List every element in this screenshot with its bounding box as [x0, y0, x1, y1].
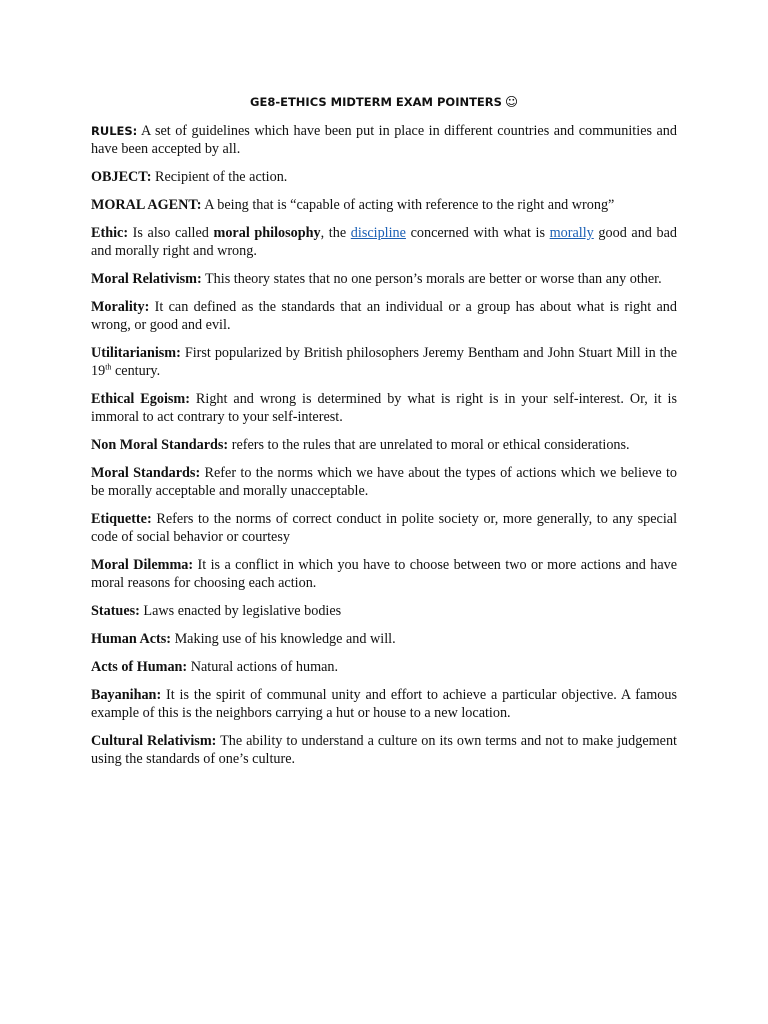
term-label: Acts of Human:: [91, 659, 188, 675]
entry-morality: [91, 298, 677, 334]
entry-moral-relativism: [91, 270, 677, 288]
term-label: Human Acts:: [91, 631, 172, 647]
definition-text: refers to the rules that are unrelated to moral or ethical considerations.: [231, 437, 630, 453]
term-label: OBJECT:: [91, 169, 152, 185]
definition-text: First popularized by British philosophers Jeremy Bentham and John Stuart Mill in the 19: [91, 345, 677, 379]
term-label: Ethical Egoism:: [91, 391, 190, 407]
definition-text: Making use of his knowledge and will.: [174, 631, 396, 647]
entry-cultural-relativism: [91, 732, 677, 768]
document-title: [91, 94, 677, 110]
entry-acts-of-human: [91, 658, 677, 676]
definition-text: Natural actions of human.: [190, 659, 339, 675]
entry-statues: [91, 602, 677, 620]
definition-text: Laws enacted by legislative bodies: [143, 603, 342, 619]
entry-object: [91, 168, 677, 186]
entry-etiquette: [91, 510, 677, 546]
term-label: Moral Dilemma:: [91, 557, 194, 573]
entry-moral-agent: [91, 196, 677, 214]
discipline-link[interactable]: discipline: [350, 225, 406, 241]
title-text: GE8-ETHICS MIDTERM EXAM POINTERS: [250, 95, 502, 109]
entry-ethic: [91, 224, 677, 260]
term-label: Moral Relativism:: [91, 271, 202, 287]
document-body: [91, 94, 677, 778]
definition-text: Is also called: [132, 225, 209, 241]
definition-text: Recipient of the action.: [154, 169, 288, 185]
definition-text: concerned with what is: [410, 225, 546, 241]
definition-text: century.: [114, 363, 161, 379]
term-label: RULES:: [91, 124, 138, 138]
term-label: Utilitarianism:: [91, 345, 181, 361]
smiley-icon: ☺: [504, 94, 518, 109]
term-label: Morality:: [91, 299, 150, 315]
definition-text: A set of guidelines which have been put in place in different countries and communities and have been accepted by all.: [91, 123, 677, 157]
entry-human-acts: [91, 630, 677, 648]
definition-text: The ability to understand a culture on its own terms and not to make judgement using the standards of one’s culture.: [91, 733, 677, 767]
definition-text: , the: [320, 225, 347, 241]
entry-non-moral-standards: [91, 436, 677, 454]
definition-text: Refer to the norms which we have about the types of actions which we believe to be morally acceptable and morally unacceptable.: [91, 465, 678, 499]
definition-text: good and bad and morally right and wrong.: [91, 225, 677, 259]
term-label: Cultural Relativism:: [91, 733, 217, 749]
definition-text: It can defined as the standards that an individual or a group has about what is right and wrong, or good and evil.: [91, 299, 677, 333]
definition-text: It is the spirit of communal unity and effort to achieve a particular objective. A famous example of this is the neighbors carrying a hut or house to a new location.: [91, 687, 678, 721]
term-label: MORAL AGENT:: [91, 197, 202, 213]
term-label: Statues:: [91, 603, 140, 619]
definition-text: This theory states that no one person’s morals are better or worse than any other.: [205, 271, 662, 287]
term-label: Etiquette:: [91, 511, 152, 527]
entry-ethical-egoism: [91, 390, 677, 426]
term-label: Non Moral Standards:: [91, 437, 229, 453]
bold-phrase: moral philosophy: [213, 225, 321, 241]
definition-text: Refers to the norms of correct conduct in polite society or, more generally, to any special code of social behavior or courtesy: [91, 511, 678, 545]
morally-link[interactable]: morally: [549, 225, 594, 241]
term-label: Moral Standards:: [91, 465, 201, 481]
term-label: Ethic:: [91, 225, 129, 241]
definition-text: Right and wrong is determined by what is right is in your self-interest. Or, it is immoral to act contrary to your self-interest.: [91, 391, 678, 425]
entry-moral-dilemma: [91, 556, 677, 592]
term-label: Bayanihan:: [91, 687, 162, 703]
definition-text: A being that is “capable of acting with reference to the right and wrong”: [204, 197, 615, 213]
entry-utilitarianism: [91, 344, 677, 380]
superscript-ordinal: th: [105, 362, 112, 372]
entry-bayanihan: [91, 686, 677, 722]
definition-text: It is a conflict in which you have to choose between two or more actions and have moral reasons for choosing each action.: [91, 557, 678, 591]
entry-rules: [91, 122, 677, 158]
entry-moral-standards: [91, 464, 677, 500]
